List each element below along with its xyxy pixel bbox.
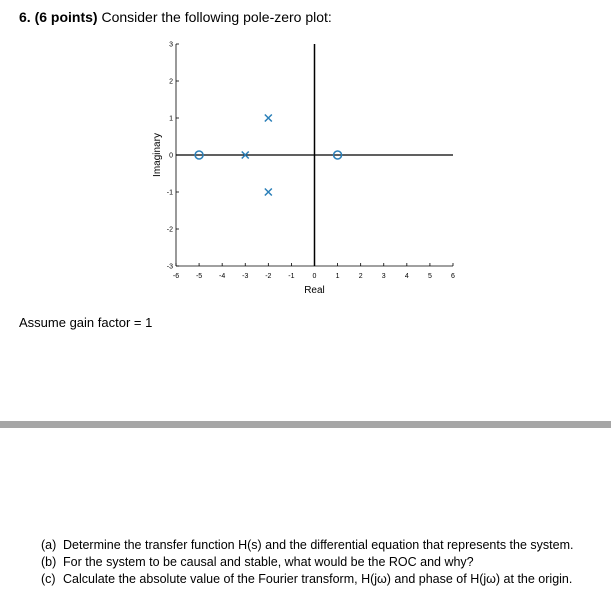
x-tick-label: 6 xyxy=(451,273,455,280)
x-tick-label: 2 xyxy=(358,273,363,280)
x-tick-label: 3 xyxy=(381,273,386,280)
pole-marker xyxy=(265,115,272,122)
part-b-text: For the system to be causal and stable, what would be the ROC and why? xyxy=(63,555,474,569)
part-c-label: (c) xyxy=(41,572,56,586)
x-tick-label: -3 xyxy=(242,273,249,280)
y-tick-label: -1 xyxy=(166,189,173,197)
part-c xyxy=(41,571,573,588)
y-tick-label: -2 xyxy=(166,226,173,234)
question-points: (6 points) xyxy=(34,9,98,25)
y-tick-label: 3 xyxy=(169,41,173,49)
pole-marker xyxy=(265,189,272,196)
y-axis-label: Imaginary xyxy=(152,133,163,177)
x-axis-label: Real xyxy=(304,285,325,296)
x-tick-label: 0 xyxy=(312,273,317,280)
x-tick-label: 4 xyxy=(404,273,409,280)
gain-note: Assume gain factor = 1 xyxy=(19,315,153,330)
x-tick-label: -1 xyxy=(288,273,295,280)
part-c-text: Calculate the absolute value of the Fourier transform, H(jω) and phase of H(jω) at the origin. xyxy=(63,572,573,586)
x-tick-label: -2 xyxy=(265,273,272,280)
y-tick-label: -3 xyxy=(166,263,173,271)
question-prompt: Consider the following pole-zero plot: xyxy=(101,9,332,25)
x-tick-label: 1 xyxy=(335,273,340,280)
y-tick-label: 0 xyxy=(169,152,173,160)
x-tick-label: -5 xyxy=(195,273,203,280)
y-tick-label: 1 xyxy=(169,115,173,123)
part-b xyxy=(41,554,573,571)
x-tick-label: 5 xyxy=(427,273,432,280)
x-tick-label: -4 xyxy=(219,273,226,280)
x-tick-label: -6 xyxy=(172,273,180,280)
part-b-label: (b) xyxy=(41,555,57,569)
section-divider xyxy=(0,421,611,428)
question-parts xyxy=(41,537,573,588)
part-a xyxy=(41,537,573,554)
y-tick-label: 2 xyxy=(169,78,173,86)
part-a-label: (a) xyxy=(41,538,57,552)
question-number: 6. xyxy=(19,9,31,25)
part-a-text: Determine the transfer function H(s) and the differential equation that represents the system. xyxy=(63,538,574,552)
